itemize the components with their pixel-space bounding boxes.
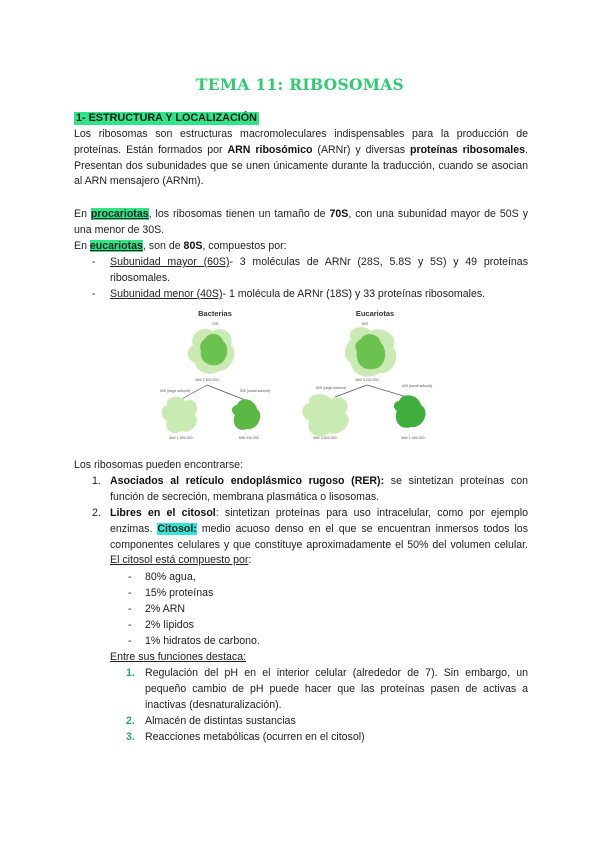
small-subunit-shape: [232, 399, 260, 430]
bold-term: Libres en el citosol: [110, 507, 216, 519]
figure-label: 40S (small subunit): [401, 384, 433, 388]
list-item: [110, 287, 528, 303]
list-dash: -: [128, 635, 132, 647]
list-item: [110, 506, 528, 569]
highlight-eucariotas: eucariotas: [89, 240, 143, 252]
figure-label: 50S (large subunit): [159, 389, 191, 393]
highlight-citosol: Citosol:: [157, 522, 197, 535]
text: (ARNr) y diversas: [312, 143, 410, 156]
text: . Presentan dos subunidades que se unen únicamente durante la traducción, cuando se asocian al ARN mensajero (ARNm).: [74, 143, 528, 188]
bold-term: Asociados al retículo endoplásmico rugoso (RER):: [110, 475, 385, 487]
figure-label: 80S: [361, 322, 369, 326]
figure-label: MW 2,520,000: [195, 378, 219, 382]
list-item: [110, 255, 528, 287]
functions-heading: [110, 650, 246, 666]
text: se sintetizan proteínas con función de secreción, membrana plasmática o lisosomas.: [110, 475, 529, 503]
list-number: 2.: [92, 507, 101, 519]
figure-label: MW 2,820,000: [313, 436, 337, 440]
underlined-label: Entre sus funciones destaca:: [110, 651, 247, 663]
list-dash: -: [128, 619, 132, 631]
underlined-label: Subunidad menor (40S): [110, 288, 223, 300]
figure-label: MW 1,590,000: [169, 436, 193, 440]
text: Los ribosomas son estructuras macromoleculares indispensables para la producción de proteínas. Están formados por: [74, 128, 528, 156]
eukaryote-paragraph: [74, 239, 528, 255]
function-number: 1.: [126, 667, 135, 679]
ribosome-figure: [145, 305, 465, 445]
bold-term: 80S: [183, 240, 203, 252]
function-item: Almacén de distintas sustancias: [145, 715, 296, 727]
section-heading: 1- ESTRUCTURA Y LOCALIZACIÓN: [76, 112, 257, 124]
intro-paragraph: [74, 127, 528, 190]
text: En: [74, 208, 91, 220]
list-number: 1.: [92, 475, 101, 487]
highlight-procariotas: procariotas: [90, 208, 149, 220]
function-item: Regulación del pH en el interior celular (alrededor de 7). Sin embargo, un pequeño cambio de pH puede hacer que las proteínas pasen de activas a inactivas (desnaturalización).: [145, 667, 528, 711]
composition-item: 2% lípidos: [145, 619, 194, 631]
composition-item: 2% ARN: [145, 603, 186, 615]
composition-item: 80% agua,: [145, 571, 196, 583]
figure-label: MW 4,220,000: [355, 378, 379, 382]
figure-label: 60S (large subunit): [315, 386, 347, 390]
figure-title-eucariotas: Eucariotas: [355, 309, 395, 318]
list-dash: -: [92, 256, 96, 268]
text: , son de: [142, 240, 184, 252]
text: , los ribosomas tienen un tamaño de: [148, 208, 330, 220]
composition-item: 15% proteínas: [145, 587, 214, 599]
bold-term: 70S: [329, 208, 349, 220]
text: - 1 molécula de ARNr (18S) y 33 proteínas ribosomales.: [222, 288, 486, 300]
text: , compuestos por:: [202, 240, 287, 252]
location-intro: Los ribosomas pueden encontrarse:: [74, 459, 244, 471]
large-subunit-shape: [302, 394, 348, 436]
list-dash: -: [128, 571, 132, 583]
text: - 3 moléculas de ARNr (28S, 5.8S y 5S) y 49 proteínas ribosomales.: [110, 256, 528, 284]
function-item: Reacciones metabólicas (ocurren en el citosol): [145, 731, 365, 743]
figure-label: MW 1,400,000: [401, 436, 425, 440]
figure-label: 30S (small subunit): [239, 389, 271, 393]
text: medio acuoso denso en el que se encuentran inmersos todos los componentes celulares y que constituye aproximadamente el 50% del volumen celular.: [110, 522, 528, 551]
small-subunit-shape: [394, 395, 426, 428]
list-item: [110, 474, 528, 506]
composition-item: 1% hidratos de carbono.: [145, 635, 260, 647]
function-number: 2.: [126, 715, 135, 727]
figure-label: MW 930,000: [238, 436, 260, 440]
function-number: 3.: [126, 731, 135, 743]
list-dash: -: [128, 603, 132, 615]
text: , con una subunidad mayor de 50S y una menor de 30S.: [74, 208, 528, 236]
underlined-label: El citosol está compuesto por: [110, 554, 249, 567]
text: : sintetizan proteínas para uso intracelular, como por ejemplo enzimas.: [110, 507, 529, 535]
list-dash: -: [128, 587, 132, 599]
bold-term: proteínas ribosomales: [409, 143, 526, 156]
bold-term: ARN ribosómico: [227, 143, 313, 156]
list-dash: -: [92, 288, 96, 300]
text: :: [248, 554, 252, 567]
text: En: [74, 240, 90, 252]
page-title: TEMA 11: RIBOSOMAS: [195, 75, 405, 94]
prokaryote-paragraph: [74, 207, 528, 239]
underlined-label: Subunidad mayor (60S): [110, 256, 230, 268]
figure-label: 70S: [211, 322, 219, 326]
large-subunit-shape: [162, 397, 197, 433]
figure-title-bacterias: Bacterias: [198, 309, 232, 318]
